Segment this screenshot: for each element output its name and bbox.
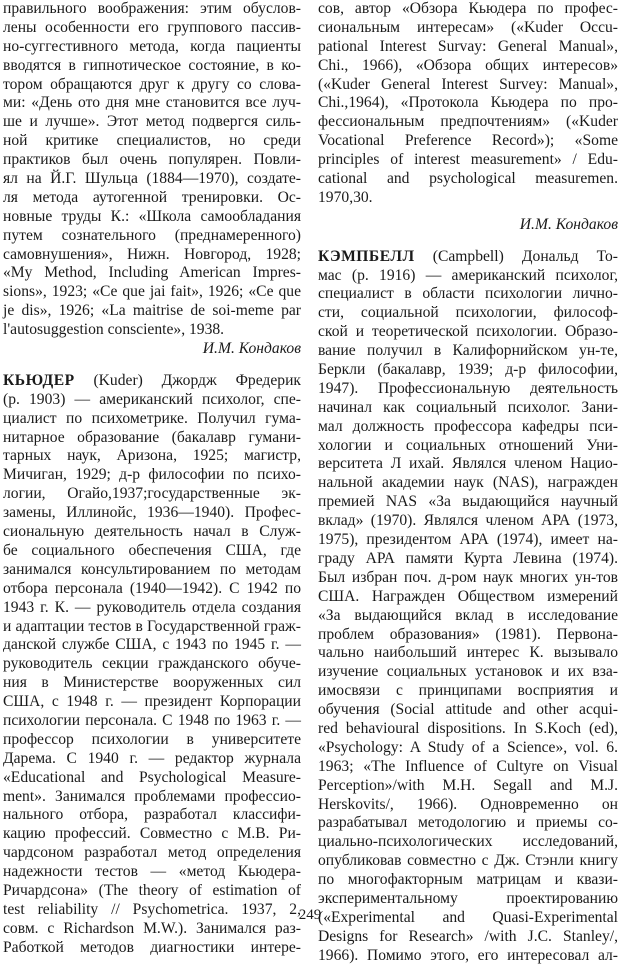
text-line: ской и теоретической психологии. Образо- — [318, 323, 618, 341]
text-line: ния в Министерстве вооруженных сил — [3, 674, 301, 692]
kuder-signature: И.М. Кондаков — [519, 215, 618, 233]
text-line: ля метода аутогенной тренировки. Ос- — [3, 188, 301, 206]
text-line: нитарное образование (бакалавр гумани- — [3, 428, 301, 446]
text-line: Chi., 1966), «Обзора общих интересов» — [318, 56, 618, 74]
text-line: мал должность профессора кафедры пси- — [318, 417, 618, 435]
text-line: сиональным интересам» («Kuder Occu- — [318, 18, 618, 36]
text-line: но-суггестивного метода, когда пациенты — [3, 37, 301, 55]
text-line: sions», 1923; «Ce que jai fait», 1926; «Ce que — [3, 283, 301, 301]
page-number: 249 — [298, 907, 322, 923]
text-line: правильного воображения: этим обуслов- — [3, 0, 301, 17]
text-line: совм. с Richardson M.W.). Занимался раз- — [3, 919, 301, 937]
text-line: ше и лучше». Этот метод подвергся силь- — [3, 113, 301, 131]
text-line: профессор психологии в университете — [3, 730, 301, 748]
text-line: имосвязи с принципами восприятия и — [318, 682, 618, 700]
text-line: Беркли (бакалавр, 1939; д-р философии, — [318, 361, 618, 379]
text-line: Дарема. С 1940 г. — редактор журнала — [3, 749, 301, 767]
text-line: 1943 г. К. — руководитель отдела создания — [3, 598, 301, 616]
text-line: по многофакторным матрицам и квази- — [318, 871, 618, 889]
text-line: замены, Иллинойс, 1936—1940). Профес- — [3, 504, 301, 522]
text-line: je dis», 1926; «La maitrise de soi-meme par — [3, 302, 301, 320]
text-line: психологии персонала. С 1948 по 1963 г. — — [3, 711, 301, 729]
text-line: Herskovits/, 1966). Одновременно он — [318, 795, 618, 813]
text-line: ment». Занимался проблемами профессио- — [3, 787, 301, 805]
text-line: вание получил в Калифорнийском ун-те, — [318, 342, 618, 360]
text-line: чардсоном разработал метод определения — [3, 844, 301, 862]
text-line: премией NAS «За выдающийся научный — [318, 493, 618, 511]
text-line: экспериментальному проектированию — [318, 889, 618, 907]
text-line: тором обращаются друг к другу со слова- — [3, 75, 301, 93]
text-line: 1970,30. — [318, 188, 373, 206]
text-line: l'autosuggestion consciente», 1938. — [3, 321, 225, 339]
text-line: test reliability // Psychometrica. 1937, 2, — [3, 900, 301, 918]
text-line: циалист по психометрике. Получил гума- — [3, 409, 301, 427]
text-line: «Educational and Psychological Measure- — [3, 768, 301, 786]
text-line: «Psychology: A Study of a Science», vol. 6. — [318, 738, 618, 756]
text-line: занимался консультированием по методам — [3, 560, 301, 578]
text-line: специалист в области психологии лично- — [318, 285, 618, 303]
text-line: и адаптации тестов в Государственной граж- — [3, 617, 301, 635]
text-line: хологии и социальных отношений Уни- — [318, 436, 618, 454]
text-line: Мичиган, 1929; д-р философии по психо- — [3, 466, 301, 484]
left-column — [3, 0, 301, 958]
kuder-heading: КЬЮДЕР — [3, 371, 75, 389]
text-line: вклад» (1970). Являлся членом АРА (1973, — [318, 512, 618, 530]
text-line: ной критике специалистов, но среди — [3, 132, 301, 150]
text-line: principles of interest measurement» / Edu- — [318, 151, 618, 169]
text-line: Perception»/with M.H. Segall and M.J. — [318, 776, 618, 794]
text-line: фессиональным предпочтениям» («Kuder — [318, 113, 618, 131]
campbell-first-line — [318, 248, 618, 267]
text-line: опубликовав совместно с Дж. Стэнли книгу — [318, 852, 618, 870]
kuder-body — [3, 391, 301, 958]
intro-paragraph — [3, 0, 301, 340]
text-line: «За выдающийся вклад в исследование — [318, 606, 618, 624]
text-line: cational and psychological measuremen. — [318, 170, 618, 188]
text-line: новные труды К.: «Школа самообладания — [3, 207, 301, 225]
kuder-first-line-text: (Kuder) Джордж Фредерик — [74, 371, 301, 389]
text-line: граду АРА памяти Курта Левина (1974). — [318, 549, 618, 567]
text-line: бе социального обеспечения США, где — [3, 541, 301, 559]
text-line: Работкой методов диагностики интере- — [3, 938, 301, 956]
text-line: мас (р. 1916) — американский психолог, — [318, 266, 618, 284]
text-line: red behavioural dispositions. In S.Koch (ed), — [318, 719, 618, 737]
text-line: вводятся в гипнотическое состояние, в ко- — [3, 56, 301, 74]
text-line: верситета Л ихай. Являлся членом Нацио- — [318, 455, 618, 473]
intro-signature: И.М. Кондаков — [202, 340, 301, 358]
kuder-first-line — [3, 372, 301, 391]
campbell-heading: КЭМПБЕЛЛ — [318, 247, 415, 265]
text-line: «My Method, Including American Impres- — [3, 264, 301, 282]
text-line: 1966). Помимо этого, его интересовал ал- — [318, 946, 618, 964]
text-line: Designs for Research» /with J.C. Stanley/, — [318, 927, 618, 945]
text-line: Ричардсона» (The theory of estimation of — [3, 881, 301, 899]
text-line: путем сознательного (преднамеренного) — [3, 226, 301, 244]
kuder-article — [3, 372, 301, 958]
text-line: Chi.,1964), «Протокола Кьюдера по про- — [318, 94, 618, 112]
text-line: нального отбора, разработал классифи- — [3, 806, 301, 824]
campbell-article — [318, 248, 618, 966]
text-line: (р. 1903) — американский психолог, спе- — [3, 390, 301, 408]
text-line: надежности тестов — «метод Кьюдера- — [3, 863, 301, 881]
text-line: США, с 1948 г. — президент Корпорации — [3, 693, 301, 711]
text-line: («Experimental and Quasi-Experimental — [318, 908, 618, 926]
text-line: данской службе США, с 1943 по 1945 г. — — [3, 636, 301, 654]
text-line: логии, Огайо,1937;государственные эк- — [3, 485, 301, 503]
text-line: обучения (Social attitude and other acqui- — [318, 701, 618, 719]
text-line: Был избран поч. д-ром наук многих ун-тов — [318, 568, 618, 586]
text-line: циально-психологических исследований, — [318, 833, 618, 851]
text-line: руководитель секции гражданского обуче- — [3, 655, 301, 673]
text-line: pational Interest Survay: General Manual», — [318, 37, 618, 55]
text-line: Vocational Preference Record»); «Some — [318, 132, 618, 150]
text-line: практиков был очень популярен. Повли- — [3, 151, 301, 169]
text-line: ми: «День ото дня мне становится все луч- — [3, 94, 301, 112]
text-line: самовнушения», Нижн. Новгород, 1928; — [3, 245, 301, 263]
text-line: («Kuder General Interest Survey: Manual», — [318, 75, 618, 93]
text-line: 1975), президентом АРА (1974), имеет на- — [318, 531, 618, 549]
text-line: США. Награжден Обществом измерений — [318, 587, 618, 605]
kuder-continuation — [318, 0, 618, 208]
text-line: изучение социальных установок и их вза- — [318, 663, 618, 681]
text-line: лены особенности его группового пассив- — [3, 18, 301, 36]
text-line: чально наибольший интерес К. вызывало — [318, 644, 618, 662]
campbell-first-line-text: (Campbell) Дональд То- — [414, 247, 618, 265]
text-line: сов, автор «Обзора Кьюдера по профес- — [318, 0, 618, 17]
text-line: нальной академии наук (NAS), награжден — [318, 474, 618, 492]
text-line: ял на Й.Г. Шульца (1884—1970), создате- — [3, 170, 301, 188]
right-column — [318, 0, 618, 966]
campbell-body — [318, 267, 618, 966]
text-line: 1963; «The Influence of Cultyre on Visual — [318, 757, 618, 775]
text-line: отбора персонала (1940—1942). С 1942 по — [3, 579, 301, 597]
text-line: сти, социальной психологии, философ- — [318, 304, 618, 322]
text-line: разрабатывал методологию и приемы со- — [318, 814, 618, 832]
text-line: тарных наук, Аризона, 1925; магистр, — [3, 447, 301, 465]
text-line: начинал как социальный психолог. Зани- — [318, 398, 618, 416]
text-line: сиональную деятельность начал в Служ- — [3, 523, 301, 541]
text-line: 1947). Профессиональную деятельность — [318, 379, 618, 397]
text-line: кацию профессий. Совместно с М.В. Ри- — [3, 825, 301, 843]
text-line: проблем образования» (1981). Первона- — [318, 625, 618, 643]
